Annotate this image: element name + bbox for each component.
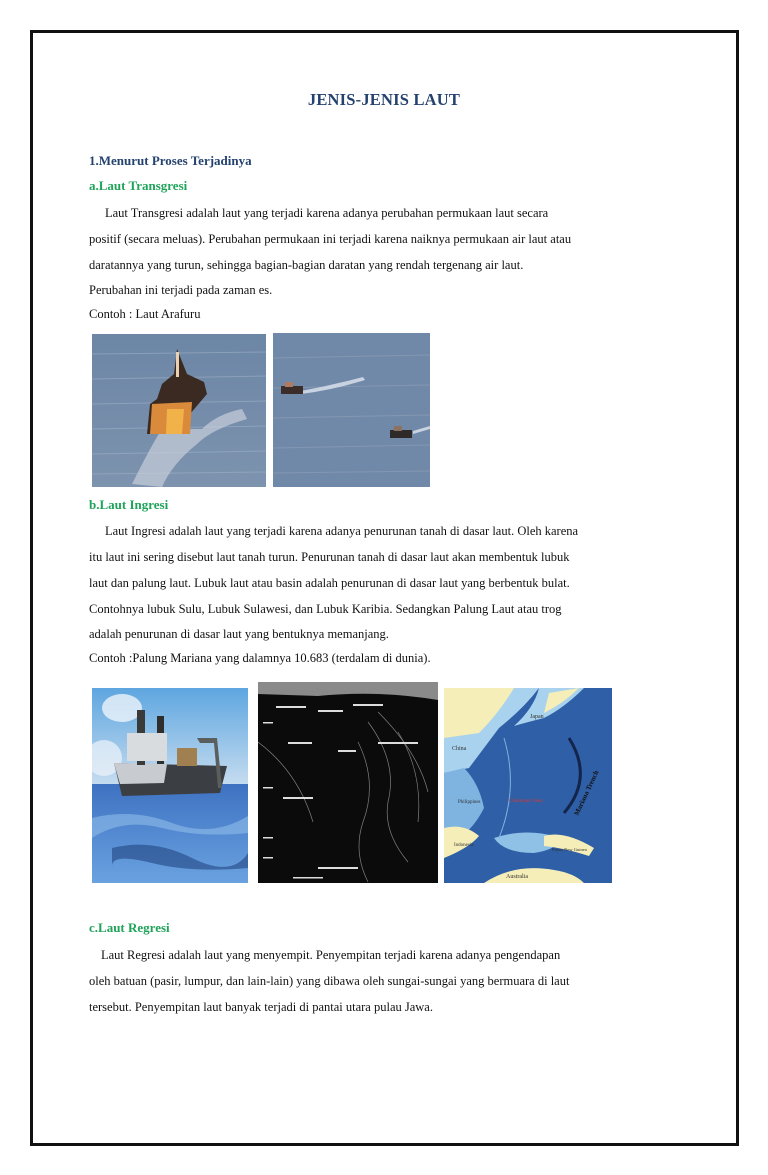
paragraph-ingresi [89,518,689,622]
map-label-mariana-trench: Mariana Trench [572,769,601,817]
map-label-challenger-deep: Challenger Deep [509,799,543,804]
photo-ship-at-sea [92,334,266,487]
map-label-philippines: Philippines [458,800,481,805]
text-line: positif (secara meluas). Perubahan permukaan ini terjadi karena naiknya permukaan air laut atau [89,232,572,246]
text-line: Perubahan ini terjadi pada zaman es. [89,283,273,297]
map-label-indonesia: Indonesia [454,843,474,848]
subheading-ingresi: b.Laut Ingresi [89,497,169,512]
document-title: JENIS-JENIS LAUT [307,90,461,109]
map-label-japan: Japan [530,714,544,720]
subheading-regresi: c.Laut Regresi [89,920,170,935]
text-line: daratannya yang turun, sehingga bagian-bagian daratan yang rendah tergenang air laut. [89,258,524,272]
map-label-papua: Papua New Guinea [552,847,587,852]
section-heading: 1.Menurut Proses Terjadinya [89,153,252,168]
paragraph-transgresi [89,200,689,278]
text-line: Laut Transgresi adalah laut yang terjadi karena adanya perubahan permukaan laut secara [105,206,549,220]
text-line: itu laut ini sering disebut laut tanah turun. Penurunan tanah di dasar laut akan membentuk lubuk [89,550,570,564]
text-line: Laut Regresi adalah laut yang menyempit. Penyempitan terjadi karena adanya pengendapan [101,948,561,962]
text-line: tersebut. Penyempitan laut banyak terjadi di pantai utara pulau Jawa. [89,1000,433,1014]
paragraph-regresi [89,942,689,1020]
map-mariana-trench [444,688,612,883]
photo-two-boats-at-sea [273,333,430,487]
text-line: Contohnya lubuk Sulu, Lubuk Sulawesi, dan Lubuk Karibia. Sedangkan Palung Laut atau trog [89,602,562,616]
example-line: Contoh :Palung Mariana yang dalamnya 10.683 (terdalam di dunia). [89,651,431,665]
subheading-transgresi: a.Laut Transgresi [89,178,188,193]
diagram-trench-depth [258,682,438,883]
text-line: laut dan palung laut. Lubuk laut atau basin adalah penurunan di dasar laut yang berbentuk bulat. [89,576,570,590]
paragraph-ingresi-end [89,622,689,670]
example-line: Contoh : Laut Arafuru [89,307,201,321]
map-label-china: China [452,746,467,752]
photo-research-vessel [92,688,248,883]
text-line: adalah penurunan di dasar laut yang bentuknya memanjang. [89,627,389,641]
paragraph-transgresi-end [89,278,689,326]
map-label-australia: Australia [506,874,528,880]
text-line: Laut Ingresi adalah laut yang terjadi karena adanya penurunan tanah di dasar laut. Oleh karena [105,524,579,538]
text-line: oleh batuan (pasir, lumpur, dan lain-lain) yang dibawa oleh sungai-sungai yang bermuara di laut [89,974,570,988]
